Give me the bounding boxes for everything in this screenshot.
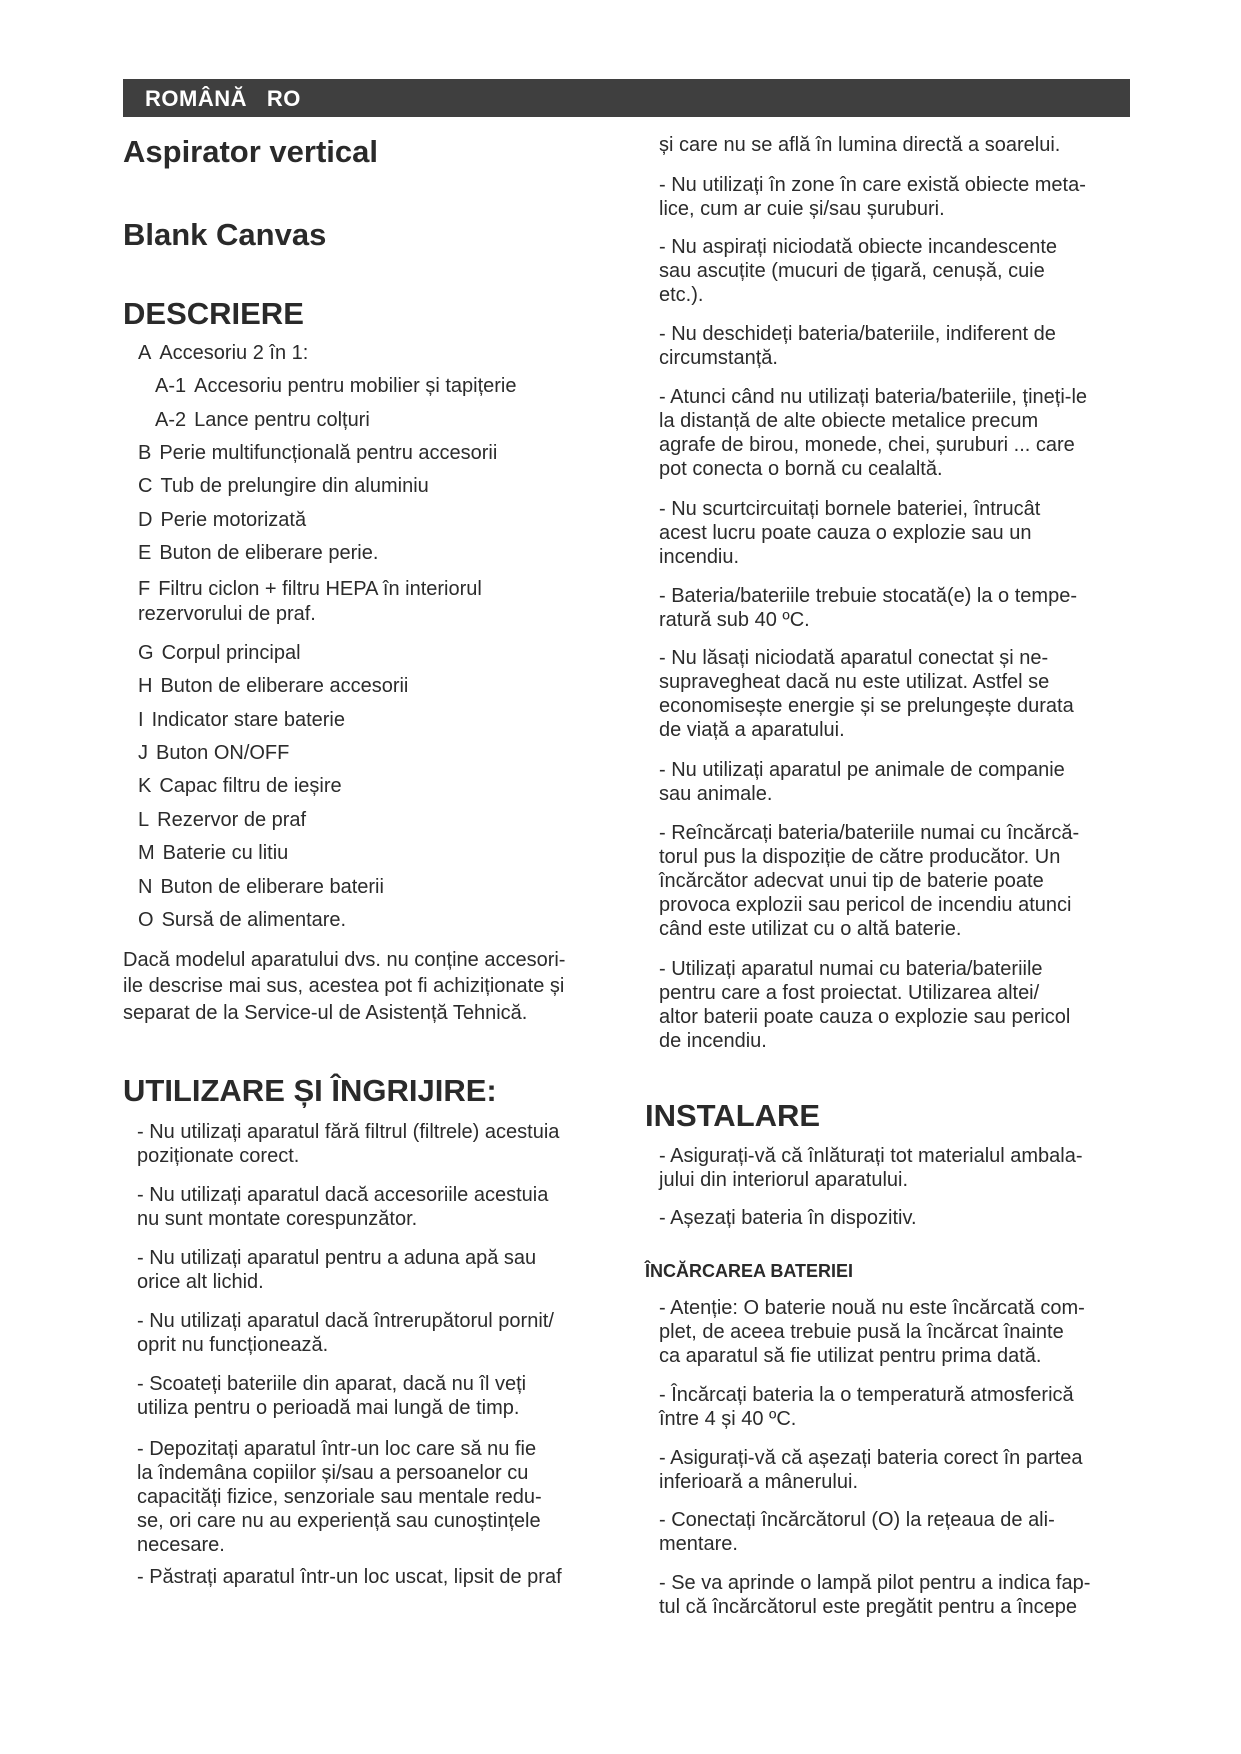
description-item-letter: I xyxy=(138,709,144,731)
description-item xyxy=(138,908,346,932)
usage-continued-line: incendiu. xyxy=(659,546,740,568)
usage-item-line: - Nu utilizați aparatul pentru a aduna apă sau xyxy=(137,1247,537,1269)
description-item-text: Accesoriu pentru mobilier și tapițerie xyxy=(194,375,517,397)
language-label: ROMÂNĂ RO xyxy=(145,86,301,111)
description-item-letter: M xyxy=(138,842,155,864)
description-item xyxy=(138,841,288,865)
usage-item-line: necesare. xyxy=(137,1534,225,1556)
usage-continued-line: când este utilizat cu o altă baterie. xyxy=(659,918,962,940)
usage-continued-line: - Nu utilizați aparatul pe animale de companie xyxy=(659,759,1065,781)
usage-item-line: poziționate corect. xyxy=(137,1145,300,1167)
description-item xyxy=(155,408,370,432)
usage-continued-line: acest lucru poate cauza o explozie sau un xyxy=(659,522,1032,544)
description-item-text: Buton de eliberare baterii xyxy=(160,876,384,898)
product-title: Aspirator vertical xyxy=(123,134,378,169)
description-item-letter: J xyxy=(138,742,148,764)
description-item xyxy=(138,741,289,765)
description-heading: DESCRIERE xyxy=(123,296,304,331)
description-item-text: Sursă de alimentare. xyxy=(161,909,347,931)
usage-continued-line: - Bateria/bateriile trebuie stocată(e) la o tempe- xyxy=(659,585,1077,607)
description-item-letter: D xyxy=(138,509,153,531)
description-item xyxy=(138,708,345,732)
description-item-text: Perie multifuncțională pentru accesorii xyxy=(159,442,498,464)
usage-continued-line: lice, cum ar cuie și/sau șuruburi. xyxy=(659,198,945,220)
usage-continued-line: - Nu lăsați niciodată aparatul conectat și ne- xyxy=(659,647,1049,669)
description-item-letter: B xyxy=(138,442,152,464)
description-item-letter: H xyxy=(138,675,153,697)
description-item-text: Indicator stare baterie xyxy=(151,709,345,731)
usage-continued-line: sau animale. xyxy=(659,783,773,805)
install-item-line: - Asigurați-vă că înlăturați tot materialul ambala- xyxy=(659,1145,1083,1167)
description-item-letter: C xyxy=(138,475,153,497)
description-item-text: Buton de eliberare accesorii xyxy=(160,675,409,697)
description-item xyxy=(138,674,408,698)
usage-continued-line: torul pus la dispoziție de către producător. Un xyxy=(659,846,1061,868)
usage-continued-line: altor baterii poate cauza o explozie sau pericol xyxy=(659,1006,1071,1028)
usage-continued-line: - Nu utilizați în zone în care există obiecte meta- xyxy=(659,174,1086,196)
description-item-letter: A-2 xyxy=(155,409,187,431)
usage-continued-line: pentru care a fost proiectat. Utilizarea altei/ xyxy=(659,982,1040,1004)
description-item-text: Filtru ciclon + filtru HEPA în interiorul xyxy=(158,578,482,600)
usage-continued-line: la distanță de alte obiecte metalice precum xyxy=(659,410,1039,432)
usage-continued-line: etc.). xyxy=(659,284,704,306)
usage-continued-line: agrafe de birou, monede, chei, șuruburi ... care xyxy=(659,434,1075,456)
usage-continued-line: ratură sub 40 ºC. xyxy=(659,609,810,631)
usage-continued-line: - Nu scurtcircuitați bornele bateriei, întrucât xyxy=(659,498,1041,520)
charging-item-line: mentare. xyxy=(659,1533,738,1555)
description-item-letter: K xyxy=(138,775,152,797)
description-item-letter: G xyxy=(138,642,154,664)
charging-item-line: tul că încărcătorul este pregătit pentru a începe xyxy=(659,1596,1078,1618)
usage-continued-line: circumstanță. xyxy=(659,347,778,369)
usage-item-line: - Nu utilizați aparatul dacă întrerupătorul pornit/ xyxy=(137,1310,554,1332)
description-item xyxy=(138,441,497,465)
description-item-text: Accesoriu 2 în 1: xyxy=(159,342,309,364)
usage-item-line: utiliza pentru o perioadă mai lungă de timp. xyxy=(137,1397,520,1419)
description-item xyxy=(138,602,316,626)
usage-continued-line: provoca explozii sau pericol de incendiu atunci xyxy=(659,894,1072,916)
accessory-note-line: Dacă modelul aparatului dvs. nu conține accesori- xyxy=(123,949,566,971)
usage-continued-line: supravegheat dacă nu este utilizat. Astfel se xyxy=(659,671,1050,693)
usage-continued-line: - Nu aspirați niciodată obiecte incandescente xyxy=(659,236,1058,258)
description-item-text: Buton ON/OFF xyxy=(156,742,290,764)
install-item-line: jului din interiorul aparatului. xyxy=(659,1169,909,1191)
description-item-text: Rezervor de praf xyxy=(157,809,307,831)
model-title: Blank Canvas xyxy=(123,217,327,252)
charging-heading: ÎNCĂRCAREA BATERIEI xyxy=(645,1261,854,1281)
usage-continued-line: de incendiu. xyxy=(659,1030,767,1052)
description-item-letter: A xyxy=(138,342,152,364)
usage-item-line: oprit nu funcționează. xyxy=(137,1334,329,1356)
usage-item-line: capacități fizice, senzoriale sau mentale redu- xyxy=(137,1486,542,1508)
description-item-text: Perie motorizată xyxy=(160,509,307,531)
usage-item-line: la îndemâna copiilor și/sau a persoanelor cu xyxy=(137,1462,529,1484)
usage-item-line: - Nu utilizați aparatul fără filtrul (filtrele) acestuia xyxy=(137,1121,560,1143)
description-item-letter: O xyxy=(138,909,154,931)
charging-item-line: - Se va aprinde o lampă pilot pentru a indica fap- xyxy=(659,1572,1091,1594)
usage-continued-line: pot conecta o bornă cu cealaltă. xyxy=(659,458,943,480)
description-item-text: Tub de prelungire din aluminiu xyxy=(160,475,429,497)
usage-continued-line: - Nu deschideți bateria/bateriile, indiferent de xyxy=(659,323,1056,345)
description-item-letter: A-1 xyxy=(155,375,187,397)
charging-item-line: - Încărcați bateria la o temperatură atmosferică xyxy=(659,1384,1074,1406)
description-item-letter: F xyxy=(138,578,151,600)
usage-continued-line: sau ascuțite (mucuri de țigară, cenușă, cuie xyxy=(659,260,1045,282)
usage-continued-line: - Reîncărcați bateria/bateriile numai cu încărcă- xyxy=(659,822,1080,844)
install-item-line: - Așezați bateria în dispozitiv. xyxy=(659,1207,917,1229)
usage-item-line: - Păstrați aparatul într-un loc uscat, lipsit de praf xyxy=(137,1566,562,1588)
language-header-bar xyxy=(123,79,1130,117)
install-heading: INSTALARE xyxy=(645,1098,821,1133)
description-item xyxy=(155,374,517,398)
charging-item-line: inferioară a mânerului. xyxy=(659,1471,858,1493)
description-item-letter: L xyxy=(138,809,150,831)
usage-continued-line: - Utilizați aparatul numai cu bateria/bateriile xyxy=(659,958,1043,980)
description-item xyxy=(138,341,308,365)
charging-item-line: - Asigurați-vă că așezați bateria corect în partea xyxy=(659,1447,1083,1469)
usage-continued-line: economisește energie și se prelungește durata xyxy=(659,695,1074,717)
description-item-letter: N xyxy=(138,876,153,898)
usage-continued-line: - Atunci când nu utilizați bateria/bateriile, țineți-le xyxy=(659,386,1088,408)
description-item xyxy=(138,508,306,532)
description-item-text: Capac filtru de ieșire xyxy=(159,775,342,797)
usage-item-line: orice alt lichid. xyxy=(137,1271,264,1293)
description-item-letter: E xyxy=(138,542,152,564)
description-item xyxy=(138,774,342,798)
description-item xyxy=(138,541,378,565)
usage-item-line: - Nu utilizați aparatul dacă accesoriile acestuia xyxy=(137,1184,549,1206)
usage-heading: UTILIZARE ȘI ÎNGRIJIRE: xyxy=(123,1073,497,1108)
description-item-text: Baterie cu litiu xyxy=(162,842,289,864)
description-item-text: Corpul principal xyxy=(161,642,301,664)
description-item xyxy=(138,474,429,498)
charging-item-line: ca aparatul să fie utilizat pentru prima dată. xyxy=(659,1345,1042,1367)
usage-continued-line: și care nu se află în lumina directă a soarelui. xyxy=(659,134,1061,156)
description-item-text: Lance pentru colțuri xyxy=(194,409,370,431)
usage-continued-line: de viață a aparatului. xyxy=(659,719,845,741)
usage-item-line: - Depozitați aparatul într-un loc care să nu fie xyxy=(137,1438,537,1460)
charging-item-line: - Atenție: O baterie nouă nu este încărcată com- xyxy=(659,1297,1085,1319)
description-item xyxy=(138,577,482,601)
charging-item-line: plet, de aceea trebuie pusă la încărcat înainte xyxy=(659,1321,1064,1343)
description-item-text: Buton de eliberare perie. xyxy=(159,542,379,564)
usage-item-line: - Scoateți bateriile din aparat, dacă nu îl veți xyxy=(137,1373,527,1395)
usage-item-line: se, ori care nu au experiență sau cunoștințele xyxy=(137,1510,541,1532)
accessory-note-line: ile descrise mai sus, acestea pot fi achiziționate și xyxy=(123,975,565,997)
charging-item-line: între 4 și 40 ºC. xyxy=(659,1408,797,1430)
description-item xyxy=(138,641,301,665)
description-item-text: rezervorului de praf. xyxy=(138,603,316,625)
description-item xyxy=(138,875,384,899)
usage-item-line: nu sunt montate corespunzător. xyxy=(137,1208,418,1230)
charging-item-line: - Conectați încărcătorul (O) la rețeaua de ali- xyxy=(659,1509,1055,1531)
accessory-note-line: separat de la Service-ul de Asistență Tehnică. xyxy=(123,1002,528,1024)
description-item xyxy=(138,808,306,832)
usage-continued-line: încărcător adecvat unui tip de baterie poate xyxy=(659,870,1044,892)
